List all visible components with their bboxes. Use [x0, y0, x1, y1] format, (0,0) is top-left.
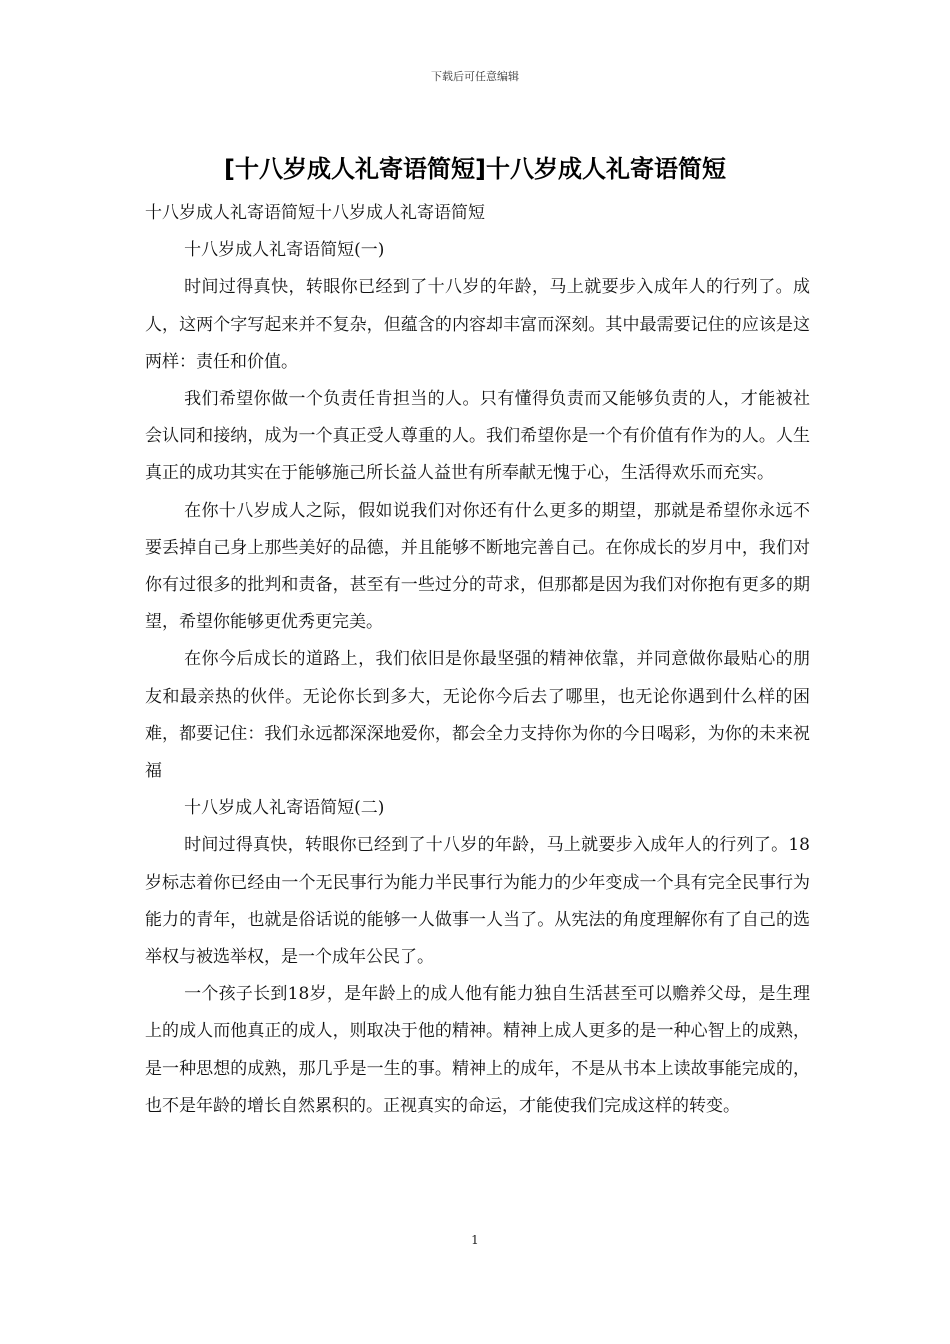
section-heading-two: 十八岁成人礼寄语简短(二) — [184, 798, 385, 819]
paragraph: 时间过得真快，转眼你已经到了十八岁的年龄，马上就要步入成年人的行列了。成人，这两个字写起来并不复杂，但蕴含的内容却丰富而深刻。其中最需要记住的应该是这两样：责任和价值。 — [145, 277, 810, 372]
paragraph: 在你今后成长的道路上，我们依旧是你最坚强的精神依靠，并同意做你最贴心的朋友和最亲热的伙伴。无论你长到多大，无论你今后去了哪里，也无论你遇到什么样的困难，都要记住：我们永远都深深地爱你，都会全力支持你为你的今日喝彩，为你的未来祝福 — [145, 649, 810, 782]
page-number: 1 — [471, 1233, 479, 1247]
paragraph: 一个孩子长到18岁，是年龄上的成人他有能力独自生活甚至可以赡养父母，是生理上的成人而他真正的成人，则取决于他的精神。精神上成人更多的是一种心智上的成熟，是一种思想的成熟，那几乎是一生的事。精神上的成年，不是从书本上读故事能完成的，也不是年龄的增长自然累积的。正视真实的命运，才能使我们完成这样的转变。 — [145, 984, 810, 1116]
paragraph: 时间过得真快，转眼你已经到了十八岁的年龄，马上就要步入成年人的行列了。18岁标志着你已经由一个无民事行为能力半民事行为能力的少年变成一个具有完全民事行为能力的青年，也就是俗话说的能够一人做事一人当了。从宪法的角度理解你有了自己的选举权与被选举权，是一个成年公民了。 — [145, 835, 810, 968]
paragraph: 在你十八岁成人之际，假如说我们对你还有什么更多的期望，那就是希望你永远不要丢掉自己身上那些美好的品德，并且能够不断地完善自己。在你成长的岁月中，我们对你有过很多的批判和责备，甚至有一些过分的苛求，但那都是因为我们对你抱有更多的期望，希望你能够更优秀更完美。 — [145, 500, 810, 633]
header-note: 下载后可任意编辑 — [431, 70, 519, 83]
section-heading-one: 十八岁成人礼寄语简短(一) — [184, 240, 385, 261]
document-title: [十八岁成人礼寄语简短]十八岁成人礼寄语简短 — [224, 155, 726, 183]
paragraph: 我们希望你做一个负责任肯担当的人。只有懂得负责而又能够负责的人，才能被社会认同和接纳，成为一个真正受人尊重的人。我们希望你是一个有价值有作为的人。人生真正的成功其实在于能够施己所长益人益世有所奉献无愧于心，生活得欢乐而充实。 — [145, 389, 810, 484]
document-body — [145, 195, 810, 1125]
paragraph: 十八岁成人礼寄语简短十八岁成人礼寄语简短 — [145, 203, 485, 223]
